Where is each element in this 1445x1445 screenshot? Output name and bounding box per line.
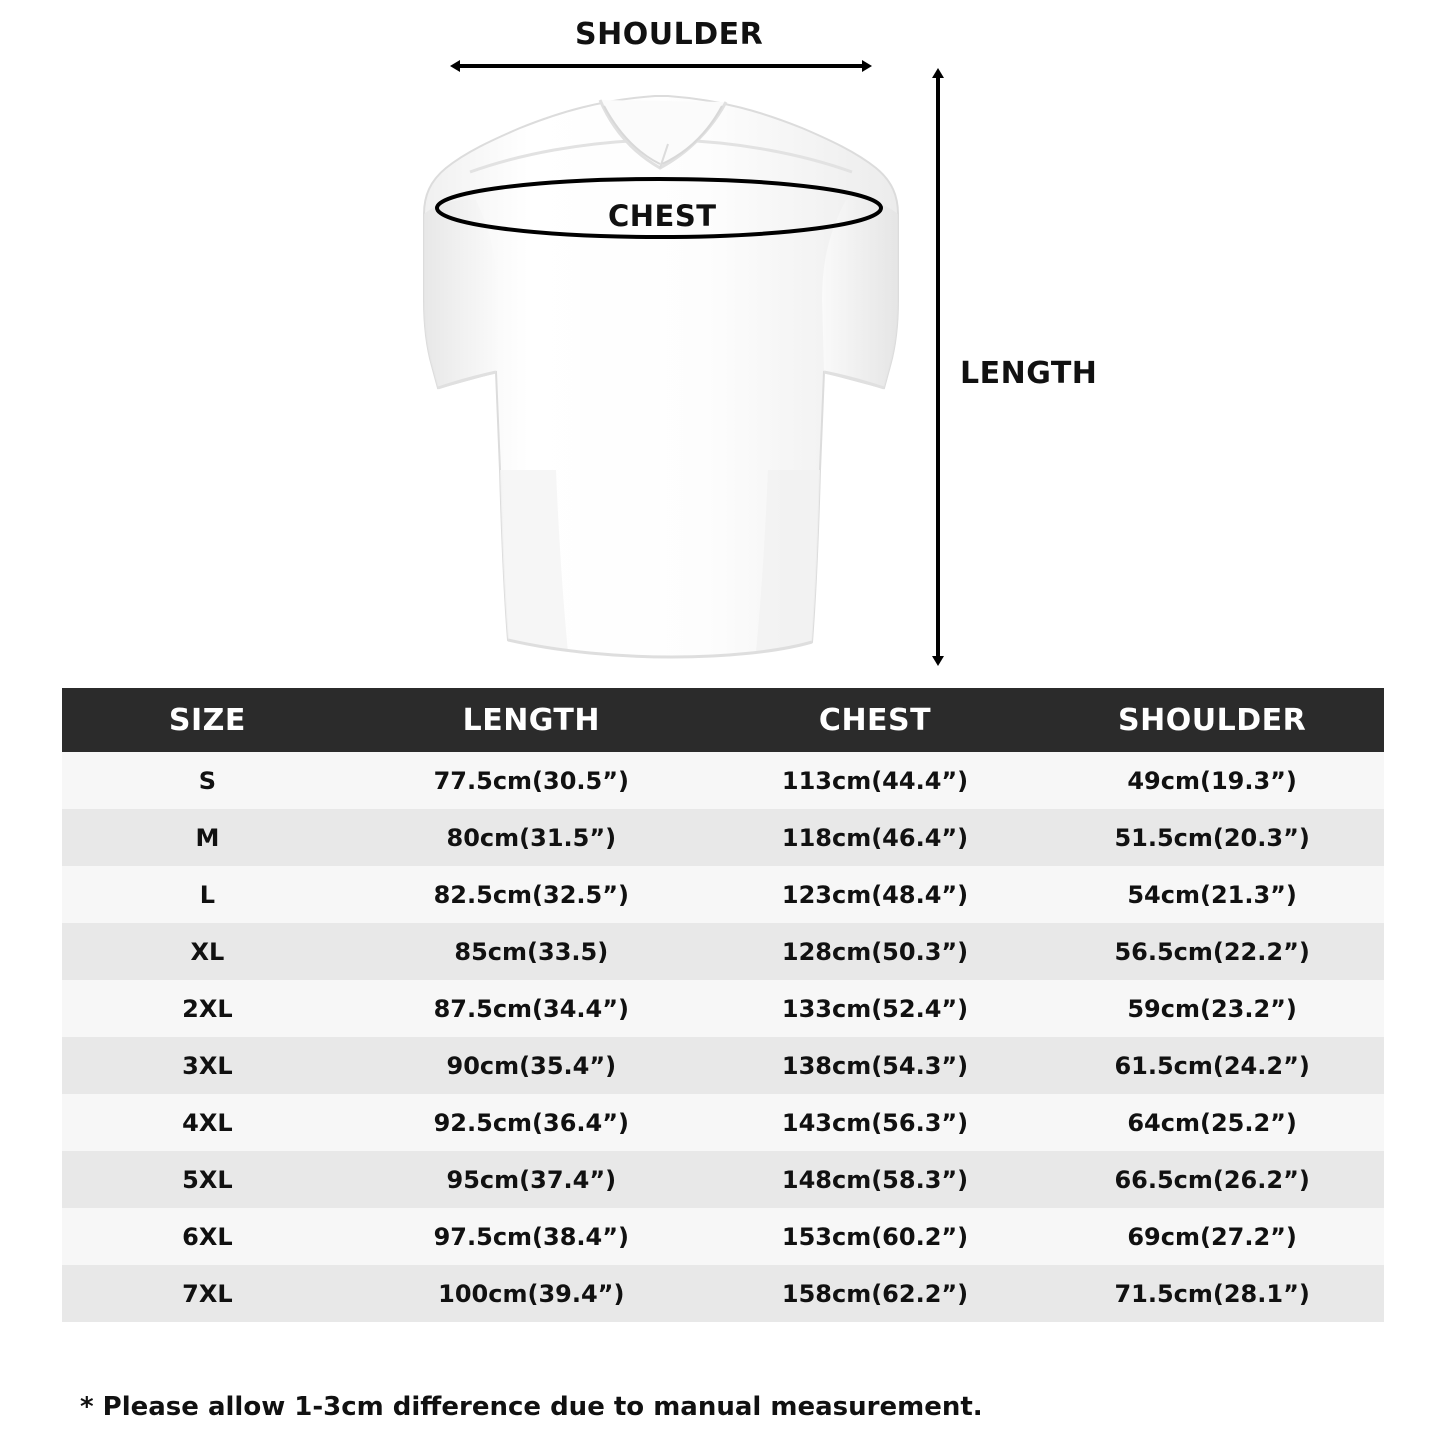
cell-size: 3XL [62, 1037, 353, 1094]
table-row [62, 752, 1384, 809]
cell-length: 90cm(35.4”) [353, 1037, 710, 1094]
cell-size: 7XL [62, 1265, 353, 1322]
cell-shoulder: 51.5cm(20.3”) [1040, 809, 1384, 866]
cell-size: 5XL [62, 1151, 353, 1208]
table-row [62, 1208, 1384, 1265]
cell-chest: 138cm(54.3”) [710, 1037, 1041, 1094]
cell-length: 97.5cm(38.4”) [353, 1208, 710, 1265]
cell-chest: 143cm(56.3”) [710, 1094, 1041, 1151]
column-header-chest: CHEST [710, 688, 1041, 752]
cell-length: 77.5cm(30.5”) [353, 752, 710, 809]
cell-length: 100cm(39.4”) [353, 1265, 710, 1322]
size-chart-table [62, 688, 1384, 1322]
cell-size: 6XL [62, 1208, 353, 1265]
cell-length: 85cm(33.5) [353, 923, 710, 980]
cell-chest: 148cm(58.3”) [710, 1151, 1041, 1208]
cell-size: 4XL [62, 1094, 353, 1151]
table-row [62, 809, 1384, 866]
table-row [62, 980, 1384, 1037]
cell-chest: 113cm(44.4”) [710, 752, 1041, 809]
jersey-illustration-svg [0, 0, 1445, 690]
cell-chest: 123cm(48.4”) [710, 866, 1041, 923]
cell-size: M [62, 809, 353, 866]
cell-size: S [62, 752, 353, 809]
table-row [62, 923, 1384, 980]
cell-length: 95cm(37.4”) [353, 1151, 710, 1208]
cell-shoulder: 64cm(25.2”) [1040, 1094, 1384, 1151]
measurement-disclaimer: * Please allow 1-3cm difference due to manual measurement. [80, 1392, 983, 1422]
cell-length: 80cm(31.5”) [353, 809, 710, 866]
cell-length: 92.5cm(36.4”) [353, 1094, 710, 1151]
table-header-row [62, 688, 1384, 752]
cell-chest: 128cm(50.3”) [710, 923, 1041, 980]
chest-label: CHEST [608, 199, 717, 233]
table-row [62, 1151, 1384, 1208]
cell-shoulder: 61.5cm(24.2”) [1040, 1037, 1384, 1094]
shoulder-label: SHOULDER [575, 17, 764, 52]
cell-shoulder: 56.5cm(22.2”) [1040, 923, 1384, 980]
table-row [62, 1094, 1384, 1151]
cell-length: 82.5cm(32.5”) [353, 866, 710, 923]
cell-size: 2XL [62, 980, 353, 1037]
table-row [62, 1265, 1384, 1322]
cell-shoulder: 49cm(19.3”) [1040, 752, 1384, 809]
cell-chest: 133cm(52.4”) [710, 980, 1041, 1037]
cell-chest: 158cm(62.2”) [710, 1265, 1041, 1322]
table-row [62, 1037, 1384, 1094]
cell-shoulder: 69cm(27.2”) [1040, 1208, 1384, 1265]
cell-shoulder: 71.5cm(28.1”) [1040, 1265, 1384, 1322]
cell-size: L [62, 866, 353, 923]
cell-chest: 118cm(46.4”) [710, 809, 1041, 866]
cell-chest: 153cm(60.2”) [710, 1208, 1041, 1265]
column-header-shoulder: SHOULDER [1040, 688, 1384, 752]
cell-length: 87.5cm(34.4”) [353, 980, 710, 1037]
table-row [62, 866, 1384, 923]
cell-size: XL [62, 923, 353, 980]
cell-shoulder: 54cm(21.3”) [1040, 866, 1384, 923]
column-header-size: SIZE [62, 688, 353, 752]
column-header-length: LENGTH [353, 688, 710, 752]
measurement-diagram [0, 0, 1445, 690]
length-label: LENGTH [960, 356, 1098, 391]
cell-shoulder: 59cm(23.2”) [1040, 980, 1384, 1037]
cell-shoulder: 66.5cm(26.2”) [1040, 1151, 1384, 1208]
